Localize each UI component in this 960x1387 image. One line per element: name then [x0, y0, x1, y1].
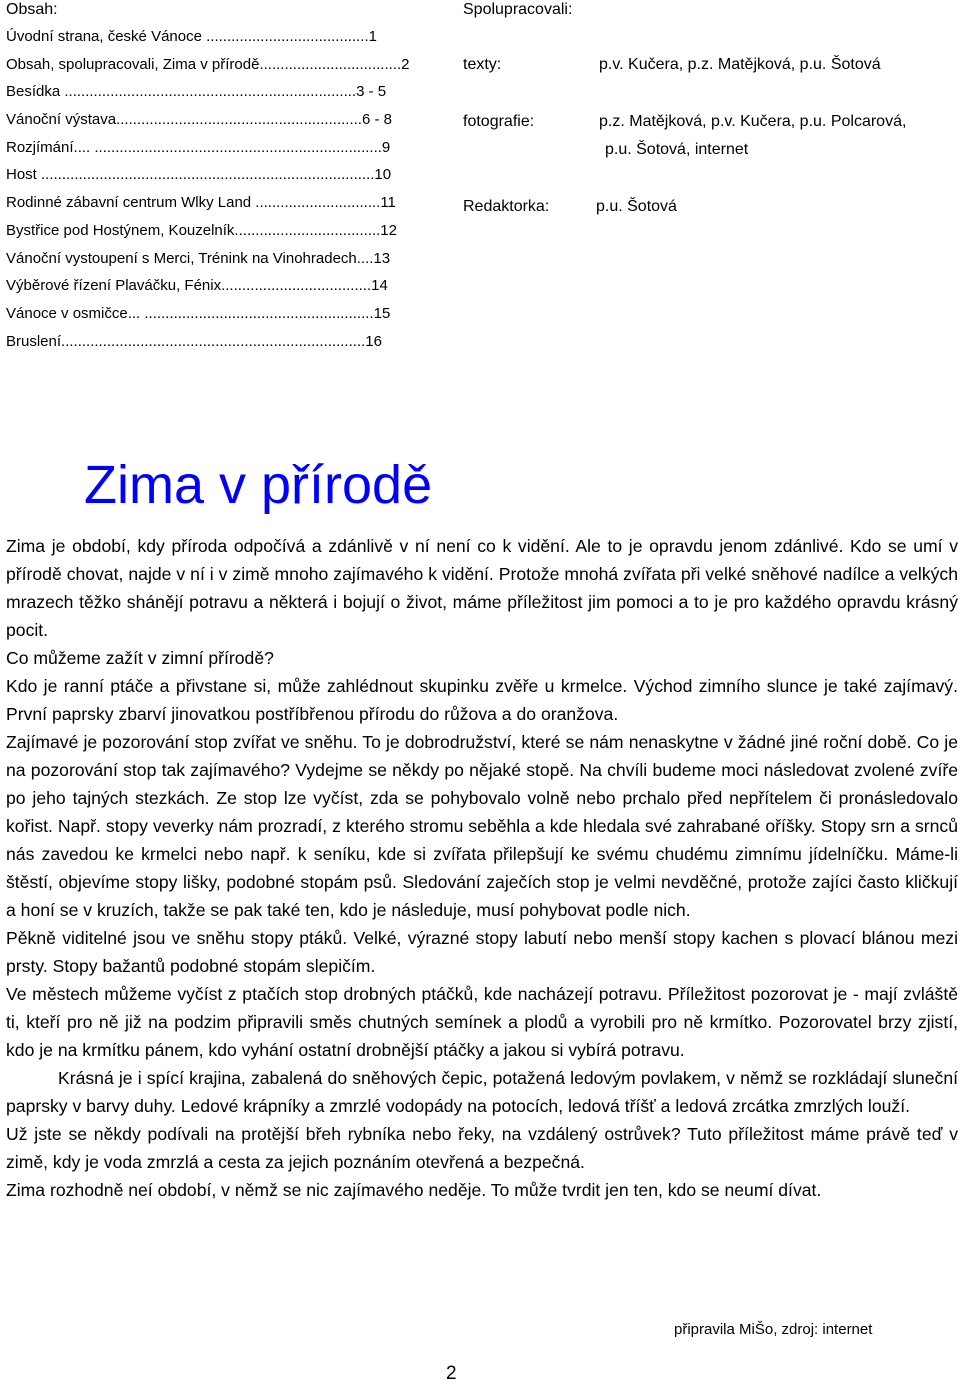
toc-item: Bruslení.........................................................................16 — [6, 332, 382, 350]
photos-label: fotografie: — [463, 113, 535, 130]
article-paragraph: Ve městech můžeme vyčíst z ptačích stop drobných ptáčků, kde nacházejí potravu. Příležitost pozorovat je - mají zvláště ti, kteří pro ně již na podzim připravili směs chutných semínek a plodů a vyrobili pro ně krmítko. Pozorovatel brzy zjistí, kdo je na krmítku pánem, kdo vyhání ostatní drobnější ptáčky a jakou si vybírá potravu. — [6, 984, 958, 1060]
toc-item: Rodinné zábavní centrum Wlky Land ..............................11 — [6, 194, 396, 212]
article-paragraph: Zima je období, kdy příroda odpočívá a zdánlivě v ní není co k vidění. Ale to je opravdu jenom zdánlivé. Kdo se umí v přírodě chovat, najde v ní i v zimě mnoho zajímavého k vidění. Protože mnohá zvířata při velké sněhové nadílce a velkých mrazech těžko shánějí potravu a některá i bojují o život, máme příležitost jim pomoci a to je pro každého opravdu krásný pocit. — [6, 536, 958, 640]
article-paragraph: Kdo je ranní ptáče a přivstane si, může zahlédnout skupinku zvěře u krmelce. Východ zimního slunce je také zajímavý. První paprsky zbarví jinovatkou postříbřenou přírodu do růžova a do oranžova. — [6, 676, 958, 724]
toc-item: Výběrové řízení Plaváčku, Fénix....................................14 — [6, 277, 388, 295]
page-number: 2 — [446, 1363, 457, 1384]
toc-title: Obsah: — [6, 1, 58, 18]
toc-item: Obsah, spolupracovali, Zima v přírodě..................................2 — [6, 55, 410, 73]
editor-label: Redaktorka: — [463, 198, 550, 215]
article-title: Zima v přírodě — [84, 455, 433, 515]
article-body — [6, 532, 958, 1204]
photos-row — [463, 112, 953, 197]
toc-item: Host ................................................................................10 — [6, 166, 392, 184]
texts-value: p.v. Kučera, p.z. Matějková, p.u. Šotová — [599, 56, 881, 73]
editor-value: p.u. Šotová — [596, 198, 677, 215]
article-question: Co můžeme zažít v zimní přírodě? — [6, 648, 274, 668]
photos-value: p.z. Matějková, p.v. Kučera, p.u. Polcarová, — [599, 113, 907, 130]
article-paragraph: Zajímavé je pozorování stop zvířat ve sněhu. To je dobrodružství, které se nám nenaskytne v žádné jiné roční době. Co je na pozorování stop tak zajímavého? Vydejme se někdy po nějaké stopě. Na chvíli budeme moci následovat zvolené zvíře po jeho tajných stezkách. Ze stop lze vyčíst, zda se pohybovalo volně nebo prchalo před nepřítelem či pronásledovalo kořist. Např. stopy veverky nám prozradí, z kterého stromu seběhla a kde hledala své zahrabané oříšky. Stopy srn a srnců nás zavedou ke krmelci nebo např. k seníku, kde si zvířata přilepšují ke svému chudému zimnímu jídelníčku. Máme-li štěstí, objevíme stopy lišky, podobné stopám psů. Sledování zaječích stop je velmi nevděčné, protože zajíci často kličkují a honí se v kruzích, takže se pak také ten, kdo je následuje, musí pohybovat podle nich. — [6, 732, 958, 920]
article-credit: připravila MiŠo, zdroj: internet — [674, 1321, 873, 1338]
toc-item: Rozjímání.... .....................................................................9 — [6, 138, 391, 156]
toc-item: Vánoce v osmičce... .......................................................15 — [6, 304, 391, 322]
toc-item: Vánoční vystoupení s Merci, Trénink na Vinohradech....13 — [6, 249, 391, 267]
toc-item: Vánoční výstava...........................................................6 - 8 — [6, 111, 392, 129]
photos-value-continued: p.u. Šotová, internet — [605, 141, 749, 158]
article-paragraph: Už jste se někdy podívali na protější břeh rybníka nebo řeky, na vzdálený ostrůvek? Tuto příležitost máme právě teď v zimě, kdy je voda zmrzlá a cesta za jejich poznáním otevřená a bezpečná. — [6, 1124, 958, 1172]
toc-item: Besídka ......................................................................3 - 5 — [6, 83, 387, 101]
texts-label: texty: — [463, 56, 502, 73]
toc-item: Bystřice pod Hostýnem, Kouzelník...................................12 — [6, 221, 397, 239]
texts-row — [463, 55, 953, 112]
toc-item: Úvodní strana, české Vánoce .......................................1 — [6, 28, 377, 45]
editor-row — [463, 197, 953, 225]
table-of-contents — [6, 0, 426, 359]
article-paragraph: Zima rozhodně neí období, v němž se nic zajímavého neděje. To může tvrdit jen ten, kdo se neumí dívat. — [6, 1180, 822, 1200]
collaborators-heading: Spolupracovali: — [463, 1, 573, 18]
article-paragraph: Pěkně viditelné jsou ve sněhu stopy ptáků. Velké, výrazné stopy labutí nebo menší stopy kachen s plovací blánou mezi prsty. Stopy bažantů podobné stopám slepičím. — [6, 928, 958, 976]
collaborators-section — [463, 0, 953, 225]
article-paragraph: Krásná je i spící krajina, zabalená do sněhových čepic, potažená ledovým povlakem, v němž se rozkládají sluneční paprsky v barvy duhy. Ledové krápníky a zmrzlé vodopády na potocích, ledová tříšť a ledová zrcátka zmrzlých louží. — [6, 1068, 958, 1116]
